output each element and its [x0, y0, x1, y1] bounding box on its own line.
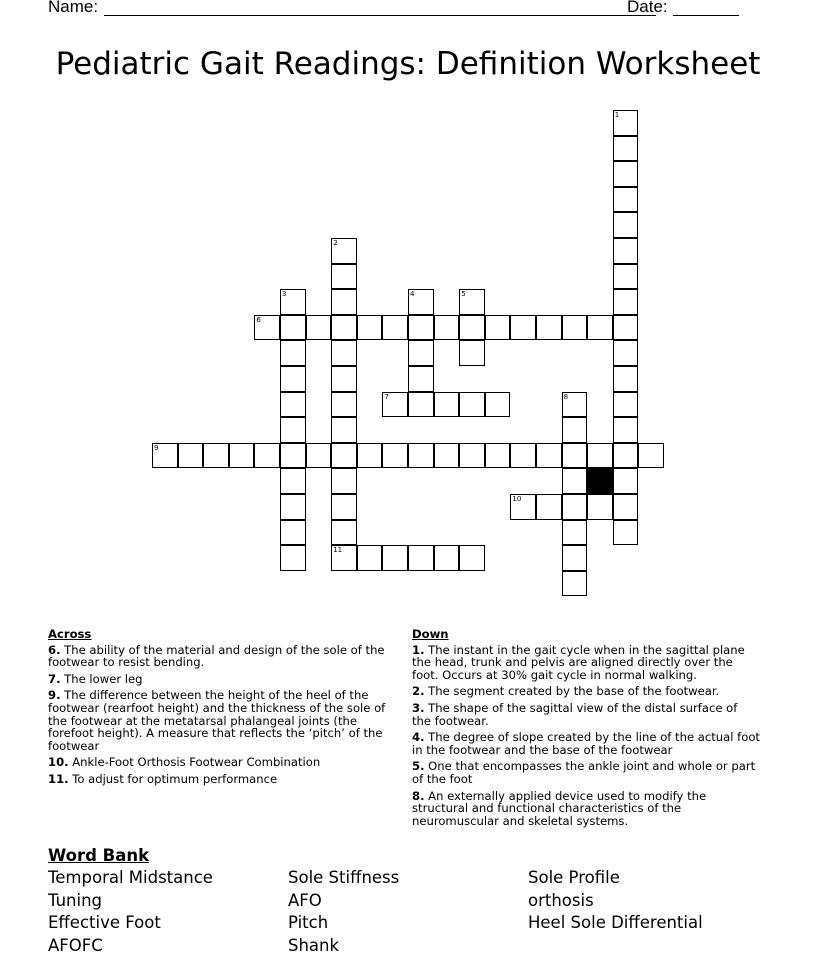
crossword-cell[interactable] [331, 392, 357, 418]
word-bank-item: Tuning [48, 890, 103, 910]
crossword-cell[interactable] [613, 264, 639, 290]
crossword-cell[interactable] [280, 545, 306, 571]
clue-down-4: 4. The degree of slope created by the line of the actual foot in the footwear and the base of the footwear [412, 730, 760, 757]
crossword-cell[interactable] [331, 417, 357, 443]
crossword-cell[interactable] [331, 443, 357, 469]
crossword-cell[interactable] [331, 366, 357, 392]
crossword-cell[interactable] [280, 315, 306, 341]
crossword-cell[interactable] [434, 315, 460, 341]
crossword-cell[interactable] [331, 238, 357, 264]
crossword-cell[interactable] [280, 392, 306, 418]
crossword-cell[interactable] [459, 289, 485, 315]
clue-across-11: 11. To adjust for optimum performance [48, 771, 278, 786]
crossword-cell[interactable] [434, 392, 460, 418]
clue-number: 3 [282, 290, 287, 299]
word-bank-item: AFOFC [48, 935, 103, 955]
clue-number: 8 [563, 392, 569, 401]
date-label: Date: [627, 0, 668, 16]
word-bank-item: Sole Stiffness [288, 868, 400, 887]
crossword-cell[interactable] [357, 315, 383, 341]
crossword-cell[interactable] [434, 545, 460, 571]
crossword-cell[interactable] [613, 289, 639, 315]
clue-down-2: 2. The segment created by the base of the footwear. [412, 684, 720, 699]
crossword-cell[interactable] [254, 315, 280, 341]
word-bank-heading: Word Bank [48, 846, 150, 865]
crossword-cell[interactable] [382, 545, 408, 571]
crossword-cell[interactable] [613, 494, 639, 520]
crossword-cell[interactable] [562, 315, 588, 341]
crossword-cell[interactable] [587, 443, 613, 469]
crossword-cell[interactable] [587, 494, 613, 520]
crossword-cell[interactable] [510, 315, 536, 341]
crossword-cell[interactable] [485, 315, 511, 341]
word-bank-item: AFO [288, 890, 322, 910]
crossword-cell[interactable] [562, 520, 588, 546]
word-bank-item: Sole Profile [528, 868, 620, 887]
clue-down-1: 1. The instant in the gait cycle when in the sagittal plane the head, trunk and pelvis are aligned directly over the foot. Occurs at 30% gait cycle in normal walking. [412, 642, 745, 682]
crossword-cell[interactable] [510, 494, 536, 520]
blocked-cell [587, 468, 613, 494]
crossword-cell[interactable] [613, 392, 639, 418]
crossword-cell[interactable] [536, 443, 562, 469]
clue-number: 6 [256, 315, 261, 324]
crossword-cell[interactable] [382, 443, 408, 469]
crossword-cell[interactable] [280, 366, 306, 392]
crossword-cell[interactable] [562, 494, 588, 520]
crossword-cell[interactable] [331, 520, 357, 546]
crossword-cell[interactable] [331, 315, 357, 341]
down-heading: Down [412, 627, 449, 641]
clue-number: 11 [333, 546, 343, 555]
crossword-cell[interactable] [459, 545, 485, 571]
clue-down-8: 8. An externally applied device used to modify the structural and functional characteristics of the neuromuscular and skeletal systems. [412, 788, 707, 828]
crossword-cell[interactable] [613, 238, 639, 264]
clue-number: 1 [614, 111, 620, 119]
crossword-cell[interactable] [562, 545, 588, 571]
crossword-cell[interactable] [613, 417, 639, 443]
crossword-cell[interactable] [434, 443, 460, 469]
crossword-cell[interactable] [229, 443, 255, 469]
crossword-cell[interactable] [613, 468, 639, 494]
crossword-cell[interactable] [408, 443, 434, 469]
crossword-cell[interactable] [357, 545, 383, 571]
clue-number: 5 [461, 290, 466, 299]
crossword-cell[interactable] [613, 340, 639, 366]
crossword-cell[interactable] [613, 212, 639, 238]
crossword-cell[interactable] [562, 392, 588, 418]
crossword-cell[interactable] [152, 443, 178, 469]
crossword-cell[interactable] [485, 443, 511, 469]
clue-number: 9 [154, 443, 159, 452]
crossword-cell[interactable] [280, 494, 306, 520]
crossword-cell[interactable] [203, 443, 229, 469]
crossword-cell[interactable] [510, 443, 536, 469]
crossword-cell[interactable] [613, 443, 639, 469]
crossword-cell[interactable] [613, 161, 639, 187]
clue-across-9: 9. The difference between the height of the heel of the footwear (rearfoot height) and the thickness of the sole of the footwear at the metatarsal phalangeal joints (the forefoot height). A measure that reflects the ‘pitch’ of the footwear [48, 688, 386, 753]
crossword-cell[interactable] [408, 545, 434, 571]
clue-number: 7 [384, 392, 389, 401]
word-bank-item: Effective Foot [48, 913, 161, 932]
crossword-cell[interactable] [357, 443, 383, 469]
crossword-cell[interactable] [382, 392, 408, 418]
crossword-cell[interactable] [536, 494, 562, 520]
crossword-cell[interactable] [382, 315, 408, 341]
crossword-cell[interactable] [459, 392, 485, 418]
crossword-cell[interactable] [408, 315, 434, 341]
crossword-cell[interactable] [408, 392, 434, 418]
crossword-cell[interactable] [280, 520, 306, 546]
clue-across-6: 6. The ability of the material and design of the sole of the footwear to resist bending. [48, 642, 385, 670]
word-bank-item: Shank [288, 935, 340, 955]
crossword-cell[interactable] [459, 443, 485, 469]
crossword-cell[interactable] [331, 545, 357, 571]
crossword-cell[interactable] [562, 443, 588, 469]
crossword-cell[interactable] [613, 136, 639, 162]
crossword-cell[interactable] [638, 443, 664, 469]
word-bank-item: Temporal Midstance [48, 868, 213, 887]
clue-down-3: 3. The shape of the sagittal view of the distal surface of the footwear. [412, 700, 738, 728]
crossword-cell[interactable] [280, 340, 306, 366]
crossword-cell[interactable] [562, 417, 588, 443]
crossword-cell[interactable] [536, 315, 562, 341]
clue-number: 10 [512, 495, 522, 503]
crossword-cell[interactable] [613, 187, 639, 213]
crossword-cell[interactable] [562, 571, 588, 597]
clue-number: 4 [410, 290, 415, 299]
crossword-cell[interactable] [280, 443, 306, 469]
clue-across-10: 10. Ankle-Foot Orthosis Footwear Combination [48, 755, 321, 770]
crossword-cell[interactable] [587, 315, 613, 341]
across-heading: Across [48, 627, 92, 641]
crossword-cell[interactable] [331, 289, 357, 315]
crossword-cell[interactable] [280, 289, 306, 315]
down-clues [412, 628, 760, 831]
crossword-cell[interactable] [331, 264, 357, 290]
crossword-cell[interactable] [613, 366, 639, 392]
crossword-cell[interactable] [613, 315, 639, 341]
clue-down-5: 5. One that encompasses the ankle joint and whole or part of the foot [412, 759, 756, 786]
clue-number: 2 [333, 239, 338, 247]
word-bank-item: Heel Sole Differential [528, 913, 703, 932]
crossword-cell[interactable] [459, 315, 485, 341]
crossword-cell[interactable] [331, 340, 357, 366]
crossword-cell[interactable] [331, 494, 357, 520]
crossword-cell[interactable] [408, 289, 434, 315]
across-clues [48, 628, 396, 790]
word-bank-item: Pitch [288, 913, 329, 932]
crossword-cell[interactable] [178, 443, 204, 469]
crossword-cell[interactable] [280, 417, 306, 443]
name-label: Name: [48, 0, 99, 16]
crossword-cell[interactable] [306, 315, 332, 341]
crossword-cell[interactable] [408, 366, 434, 392]
clue-across-7: 7. The lower leg [48, 671, 143, 686]
crossword-cell[interactable] [562, 468, 588, 494]
crossword-cell[interactable] [613, 110, 639, 136]
worksheet-title: Pediatric Gait Readings: Definition Worksheet [55, 46, 761, 82]
crossword-cell[interactable] [331, 468, 357, 494]
crossword-cell[interactable] [485, 392, 511, 418]
crossword-cell[interactable] [613, 520, 639, 546]
crossword-cell[interactable] [254, 443, 280, 469]
crossword-cell[interactable] [459, 340, 485, 366]
word-bank [48, 846, 768, 956]
crossword-cell[interactable] [280, 468, 306, 494]
crossword-cell[interactable] [306, 443, 332, 469]
crossword-cell[interactable] [408, 340, 434, 366]
word-bank-item: orthosis [528, 890, 594, 910]
